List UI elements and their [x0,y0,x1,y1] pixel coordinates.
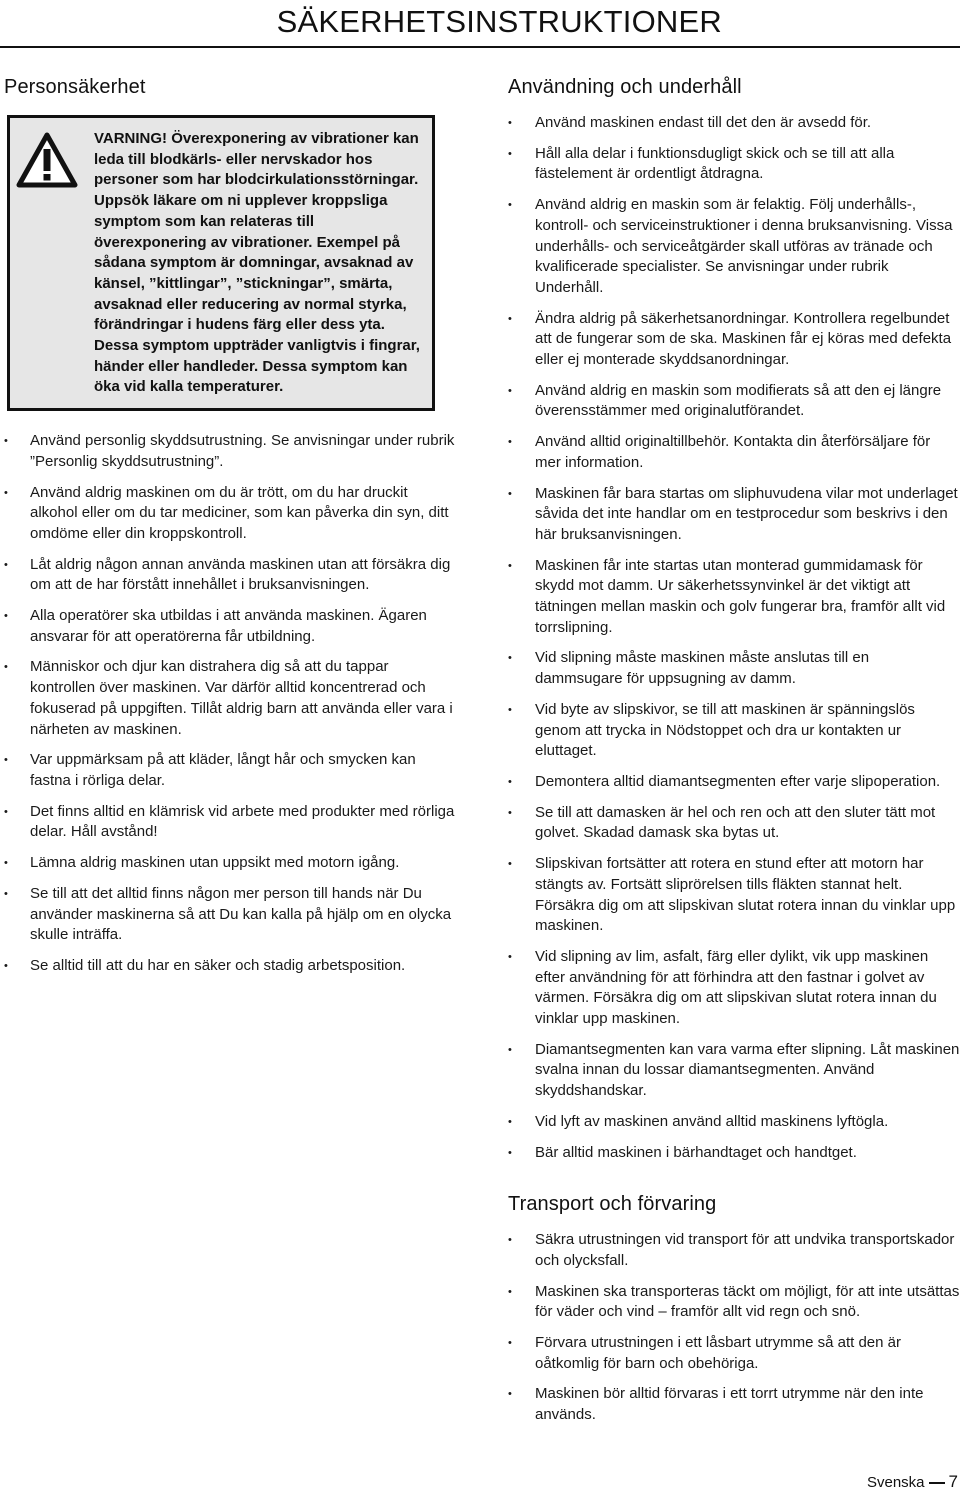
list-item: • Vid slipning måste maskinen måste anslutas till en dammsugare för uppsugning av damm. [508,648,960,689]
list-item: • Slipskivan fortsätter att rotera en stund efter att motorn har stängts av. Fortsätt sliprörelsen tills fläkten stannat helt. Försäkra dig om att slipskivan slutat rotera innan du vinklar upp maskinen. [508,854,960,937]
warning-box [7,115,435,411]
list-item: • Använd aldrig en maskin som modifierats så att den ej längre överensstämmer med originalutförandet. [508,381,960,422]
list-item: • Säkra utrustningen vid transport för att undvika transportskador och olycksfall. [508,1230,960,1271]
personal-safety-list [4,431,456,976]
list-item: • Maskinen får inte startas utan monterad gummidamask för skydd mot damm. Ur säkerhetssynvinkel är det viktigt att tätningen mellan maskin och golv fungerar bra, framför allt vid torrslipning. [508,556,960,639]
page-title: SÄKERHETSINSTRUKTIONER [276,4,722,39]
list-item: • Se till att det alltid finns någon mer person till hands när Du använder maskinerna så att Du kan kalla på hjälp om en olycka skulle inträffa. [4,884,456,946]
list-item: • Det finns alltid en klämrisk vid arbete med produkter med rörliga delar. Håll avstånd! [4,802,456,843]
list-item: • Maskinen bör alltid förvaras i ett torrt utrymme när den inte används. [508,1384,960,1425]
list-item: • Använd personlig skyddsutrustning. Se anvisningar under rubrik ”Personlig skyddsutrustning”. [4,431,456,472]
heading-transport-storage: Transport och förvaring [508,1193,717,1216]
list-item: • Håll alla delar i funktionsdugligt skick och se till att alla fästelement är ordentligt åtdragna. [508,144,960,185]
heading-personal-safety: Personsäkerhet [4,76,146,98]
list-item: • Låt aldrig någon annan använda maskinen utan att försäkra dig om att de har förstått innehållet i bruksanvisningen. [4,555,456,596]
heading-usage-maintenance: Användning och underhåll [508,76,742,98]
transport-list [508,1230,960,1426]
list-item: • Maskinen får bara startas om sliphuvudena vilar mot underlaget såvida det inte handlar om en testprocedur som beskrivs i den här bruksanvisningen. [508,484,960,546]
page-number: 7 [948,1472,958,1491]
list-item: • Använd aldrig en maskin som är felaktig. Följ underhålls-, kontroll- och serviceinstruktioner i denna bruksanvisning. Vissa underhålls- och serviceåtgärder skall utföras av tränade och kvalificerade specialister. Se anvisningar under rubrik Underhåll. [508,195,960,299]
list-item: • Var uppmärksam på att kläder, långt hår och smycken kan fastna i rörliga delar. [4,750,456,791]
list-item: • Maskinen ska transporteras täckt om möjligt, för att inte utsättas för väder och vind – framför allt vid regn och snö. [508,1282,960,1323]
list-item: • Se till att damasken är hel och ren och att den sluter tätt mot golvet. Skadad damask ska bytas ut. [508,803,960,844]
warning-text: VARNING! Överexponering av vibrationer kan leda till blodkärls- eller nervskador hos personer som har blodcirkulationsstörningar. Uppsök läkare om ni upplever kroppsliga symptom som kan relateras till överexponering av vibrationer. Exempel på sådana symptom är domningar, avsaknad av känsel, ”kittlingar”, ”stickningar”, smärta, avsaknad eller reducering av normal styrka, förändringar i hudens färg eller dess yta. Dessa symptom uppträder vanligtvis i fingrar, händer eller handleder. Dessa symptom kan öka vid kalla temperaturer. [94,130,420,396]
left-column [4,76,456,987]
footer-language: Svenska [866,1474,925,1491]
list-item: • Lämna aldrig maskinen utan uppsikt med motorn igång. [4,853,456,874]
list-item: • Vid byte av slipskivor, se till att maskinen är spänningslös genom att trycka in Nödstoppet och dra ur kontakten ur eluttaget. [508,700,960,762]
list-item: • Använd maskinen endast till det den är avsedd för. [508,113,960,134]
list-item: • Alla operatörer ska utbildas i att använda maskinen. Ägaren ansvarar för att operatörerna får utbildning. [4,606,456,647]
list-item: • Ändra aldrig på säkerhetsanordningar. Kontrollera regelbundet att de fungerar som de ska. Maskinen får ej köras med defekta eller ej monterade skyddsanordningar. [508,309,960,371]
list-item: • Diamantsegmenten kan vara varma efter slipning. Låt maskinen svalna innan du lossar diamantsegmenten. Använd skyddshandskar. [508,1040,960,1102]
list-item: • Förvara utrustningen i ett låsbart utrymme så att den är oåtkomlig för barn och obehöriga. [508,1333,960,1374]
list-item: • Använd alltid originaltillbehör. Kontakta din återförsäljare för mer information. [508,432,960,473]
page-footer [867,1472,958,1492]
list-item: • Bär alltid maskinen i bärhandtaget och handtget. [508,1143,960,1164]
list-item: • Vid slipning av lim, asfalt, färg eller dylikt, vik upp maskinen efter användning för att förhindra att den fastnar i golvet av värmen. Försäkra dig om att slipskivan slutat rotera innan du vinklar upp maskinen. [508,947,960,1030]
warning-triangle-icon [16,132,78,188]
right-column [508,76,960,1436]
list-item: • Människor och djur kan distrahera dig så att du tappar kontrollen över maskinen. Var därför alltid koncentrerad och fokuserad på uppgiften. Tillåt aldrig barn att använda eller vara i närheten av maskinen. [4,657,456,740]
footer-dash [929,1482,945,1484]
list-item: • Se alltid till att du har en säker och stadig arbetsposition. [4,956,456,977]
list-item: • Demontera alltid diamantsegmenten efter varje slipoperation. [508,772,960,793]
section-gap [508,1173,960,1193]
list-item: • Vid lyft av maskinen använd alltid maskinens lyftögla. [508,1112,960,1133]
title-rule [0,46,960,48]
usage-list [508,113,960,1163]
list-item: • Använd aldrig maskinen om du är trött, om du har druckit alkohol eller om du tar mediciner, som kan påverka din syn, ditt omdöme eller din kroppskontroll. [4,483,456,545]
